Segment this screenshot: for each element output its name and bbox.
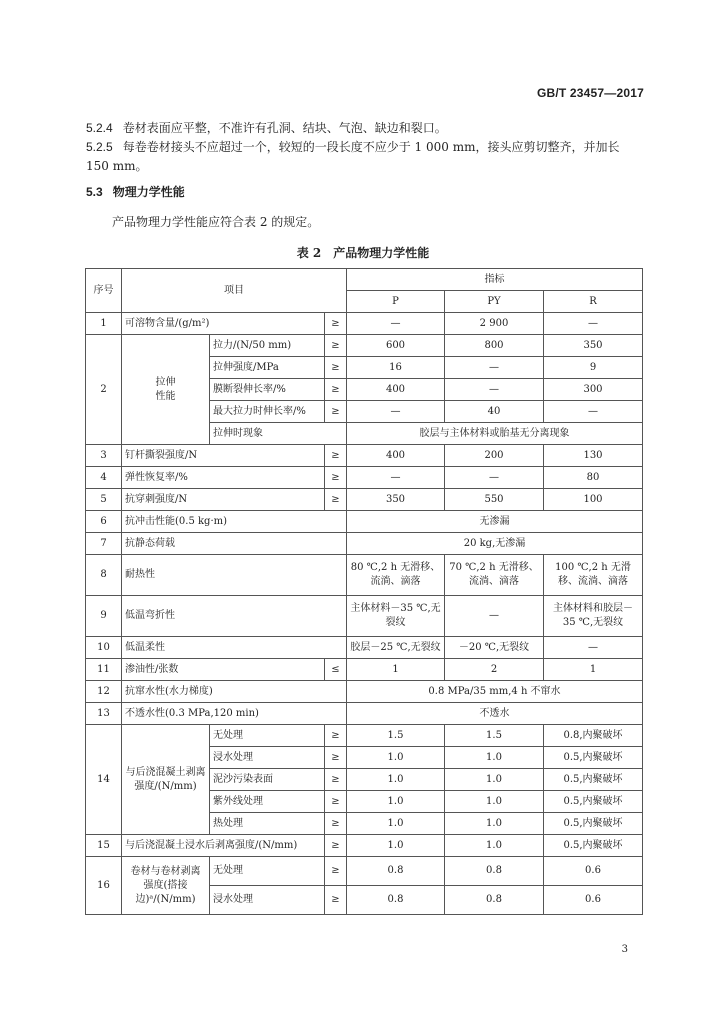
- item-name: 无处理: [210, 857, 325, 886]
- header-item: 项目: [122, 269, 347, 313]
- operator: ≥: [325, 401, 347, 423]
- operator: ≥: [325, 747, 347, 769]
- value-py: 40: [445, 401, 544, 423]
- clause-text: 每卷卷材接头不应超过一个，较短的一段长度不应少于 1 000 mm，接头应剪切整齐，并加长 150 mm。: [86, 140, 620, 173]
- value-py: 800: [445, 335, 544, 357]
- page-number: 3: [621, 944, 628, 955]
- table-row: [86, 681, 643, 703]
- value-r: 100: [544, 489, 643, 511]
- row-number: 8: [86, 555, 122, 596]
- value-py: －20 ℃,无裂纹: [445, 637, 544, 659]
- value-p: 350: [347, 489, 445, 511]
- value-py: 1.0: [445, 791, 544, 813]
- header-py: PY: [445, 291, 544, 313]
- item-name: 不透水性(0.3 MPa,120 min): [122, 703, 347, 725]
- value-p: 1.0: [347, 835, 445, 857]
- item-name: 膜断裂伸长率/%: [210, 379, 325, 401]
- row-number: 5: [86, 489, 122, 511]
- row-number: 12: [86, 681, 122, 703]
- value-py: 1.0: [445, 813, 544, 835]
- item-name: 拉伸时现象: [210, 423, 347, 445]
- operator: ≥: [325, 489, 347, 511]
- item-name: 泥沙污染表面: [210, 769, 325, 791]
- value-py: 2: [445, 659, 544, 681]
- table-row: [86, 835, 643, 857]
- value-r: 主体材料和胶层－35 ℃,无裂纹: [544, 596, 643, 637]
- value-r: —: [544, 313, 643, 335]
- value-r: 350: [544, 335, 643, 357]
- item-name: 耐热性: [122, 555, 347, 596]
- header-p: P: [347, 291, 445, 313]
- value-r: 9: [544, 357, 643, 379]
- item-name: 无处理: [210, 725, 325, 747]
- item-name: 抗窜水性(水力梯度): [122, 681, 347, 703]
- header-seq: 序号: [86, 269, 122, 313]
- table-row: [86, 596, 643, 637]
- value-merged: 20 kg,无渗漏: [347, 533, 643, 555]
- section-heading: [86, 183, 642, 202]
- value-py: 1.0: [445, 835, 544, 857]
- value-r: —: [544, 637, 643, 659]
- value-p: 0.8: [347, 886, 445, 915]
- value-p: 1.5: [347, 725, 445, 747]
- section-number: 5.3: [86, 185, 103, 199]
- table-row: [86, 313, 643, 335]
- item-name: 拉伸强度/MPa: [210, 357, 325, 379]
- clause-number: 5.2.5: [86, 140, 113, 154]
- item-name: 抗静态荷载: [122, 533, 347, 555]
- value-p: 600: [347, 335, 445, 357]
- group-name: 拉伸性能: [122, 335, 210, 445]
- item-name: 低温弯折性: [122, 596, 347, 637]
- group-name: 与后浇混凝土剥离强度/(N/mm): [122, 725, 210, 835]
- table-row: [86, 725, 643, 747]
- value-py: 1.5: [445, 725, 544, 747]
- value-p: 80 ℃,2 h 无滑移、流淌、滴落: [347, 555, 445, 596]
- section-title: 物理力学性能: [112, 185, 185, 199]
- operator: ≥: [325, 445, 347, 467]
- properties-table: [85, 268, 643, 915]
- row-number: 1: [86, 313, 122, 335]
- item-name: 浸水处理: [210, 747, 325, 769]
- value-py: —: [445, 379, 544, 401]
- value-p: 主体材料－35 ℃,无裂纹: [347, 596, 445, 637]
- value-p: —: [347, 401, 445, 423]
- value-r: 1: [544, 659, 643, 681]
- section-intro: 产品物理力学性能应符合表 2 的规定。: [112, 215, 320, 229]
- operator: ≥: [325, 857, 347, 886]
- value-r: 300: [544, 379, 643, 401]
- operator: ≥: [325, 813, 347, 835]
- item-name: 紫外线处理: [210, 791, 325, 813]
- operator: ≥: [325, 886, 347, 915]
- table-row: [86, 659, 643, 681]
- value-p: 400: [347, 379, 445, 401]
- value-py: 70 ℃,2 h 无滑移、流淌、滴落: [445, 555, 544, 596]
- value-p: 1: [347, 659, 445, 681]
- operator: ≥: [325, 835, 347, 857]
- item-name: 抗冲击性能(0.5 kg·m): [122, 511, 347, 533]
- value-p: 16: [347, 357, 445, 379]
- value-py: —: [445, 357, 544, 379]
- value-r: 80: [544, 467, 643, 489]
- clause-5-2-5: [86, 138, 642, 176]
- table-row: [86, 489, 643, 511]
- row-number: 6: [86, 511, 122, 533]
- value-p: 1.0: [347, 747, 445, 769]
- table-row: [86, 511, 643, 533]
- header-indicator: 指标: [347, 269, 643, 291]
- value-p: —: [347, 467, 445, 489]
- row-number: 9: [86, 596, 122, 637]
- standard-code: GB/T 23457—2017: [536, 86, 644, 100]
- row-number: 11: [86, 659, 122, 681]
- clause-number: 5.2.4: [86, 121, 113, 135]
- value-py: 1.0: [445, 769, 544, 791]
- table-row: [86, 555, 643, 596]
- clause-5-2-4: [86, 119, 642, 138]
- item-name: 渗油性/张数: [122, 659, 325, 681]
- value-py: 2 900: [445, 313, 544, 335]
- row-number: 15: [86, 835, 122, 857]
- group-name: 卷材与卷材剥离强度(搭接边)ᵃ/(N/mm): [122, 857, 210, 915]
- operator: ≤: [325, 659, 347, 681]
- value-merged: 不透水: [347, 703, 643, 725]
- value-py: —: [445, 596, 544, 637]
- value-r: —: [544, 401, 643, 423]
- value-r: 0.5,内聚破坏: [544, 813, 643, 835]
- value-r: 130: [544, 445, 643, 467]
- value-p: 0.8: [347, 857, 445, 886]
- operator: ≥: [325, 379, 347, 401]
- value-p: 1.0: [347, 769, 445, 791]
- item-name: 热处理: [210, 813, 325, 835]
- operator: ≥: [325, 725, 347, 747]
- value-r: 0.5,内聚破坏: [544, 747, 643, 769]
- row-number: 14: [86, 725, 122, 835]
- item-name: 与后浇混凝土浸水后剥离强度/(N/mm): [122, 835, 325, 857]
- value-p: 1.0: [347, 791, 445, 813]
- operator: ≥: [325, 791, 347, 813]
- table-caption: [0, 244, 726, 261]
- clause-text: 卷材表面应平整，不准许有孔洞、结块、气泡、缺边和裂口。: [122, 121, 447, 135]
- value-r: 100 ℃,2 h 无滑移、流淌、滴落: [544, 555, 643, 596]
- value-py: 550: [445, 489, 544, 511]
- row-number: 16: [86, 857, 122, 915]
- item-name: 低温柔性: [122, 637, 347, 659]
- table-row: [86, 703, 643, 725]
- row-number: 10: [86, 637, 122, 659]
- value-r: 0.5,内聚破坏: [544, 769, 643, 791]
- value-py: 0.8: [445, 857, 544, 886]
- operator: ≥: [325, 467, 347, 489]
- item-name: 抗穿刺强度/N: [122, 489, 325, 511]
- table-caption-number: 表 2: [296, 246, 322, 260]
- row-number: 3: [86, 445, 122, 467]
- value-r: 0.5,内聚破坏: [544, 835, 643, 857]
- value-py: 1.0: [445, 747, 544, 769]
- value-py: 0.8: [445, 886, 544, 915]
- value-merged: 0.8 MPa/35 mm,4 h 不窜水: [347, 681, 643, 703]
- table-row: [86, 335, 643, 357]
- value-merged: 胶层与主体材料或胎基无分离现象: [347, 423, 643, 445]
- value-p: 400: [347, 445, 445, 467]
- table-row: [86, 533, 643, 555]
- value-py: 200: [445, 445, 544, 467]
- table-header-row: [86, 269, 643, 291]
- operator: ≥: [325, 335, 347, 357]
- value-r: 0.5,内聚破坏: [544, 791, 643, 813]
- row-number: 7: [86, 533, 122, 555]
- value-p: —: [347, 313, 445, 335]
- value-p: 1.0: [347, 813, 445, 835]
- operator: ≥: [325, 769, 347, 791]
- operator: ≥: [325, 313, 347, 335]
- operator: ≥: [325, 357, 347, 379]
- header-r: R: [544, 291, 643, 313]
- item-name: 最大拉力时伸长率/%: [210, 401, 325, 423]
- item-name: 浸水处理: [210, 886, 325, 915]
- value-r: 0.6: [544, 857, 643, 886]
- table-row: [86, 637, 643, 659]
- item-name: 拉力/(N/50 mm): [210, 335, 325, 357]
- table-caption-title: 产品物理力学性能: [333, 246, 430, 260]
- value-merged: 无渗漏: [347, 511, 643, 533]
- value-py: —: [445, 467, 544, 489]
- item-name: 可溶物含量/(g/m²): [122, 313, 325, 335]
- item-name: 钉杆撕裂强度/N: [122, 445, 325, 467]
- table-row: [86, 857, 643, 886]
- item-name: 弹性恢复率/%: [122, 467, 325, 489]
- row-number: 4: [86, 467, 122, 489]
- table-row: [86, 467, 643, 489]
- table-row: [86, 445, 643, 467]
- row-number: 2: [86, 335, 122, 445]
- row-number: 13: [86, 703, 122, 725]
- value-r: 0.8,内聚破坏: [544, 725, 643, 747]
- value-r: 0.6: [544, 886, 643, 915]
- value-p: 胶层－25 ℃,无裂纹: [347, 637, 445, 659]
